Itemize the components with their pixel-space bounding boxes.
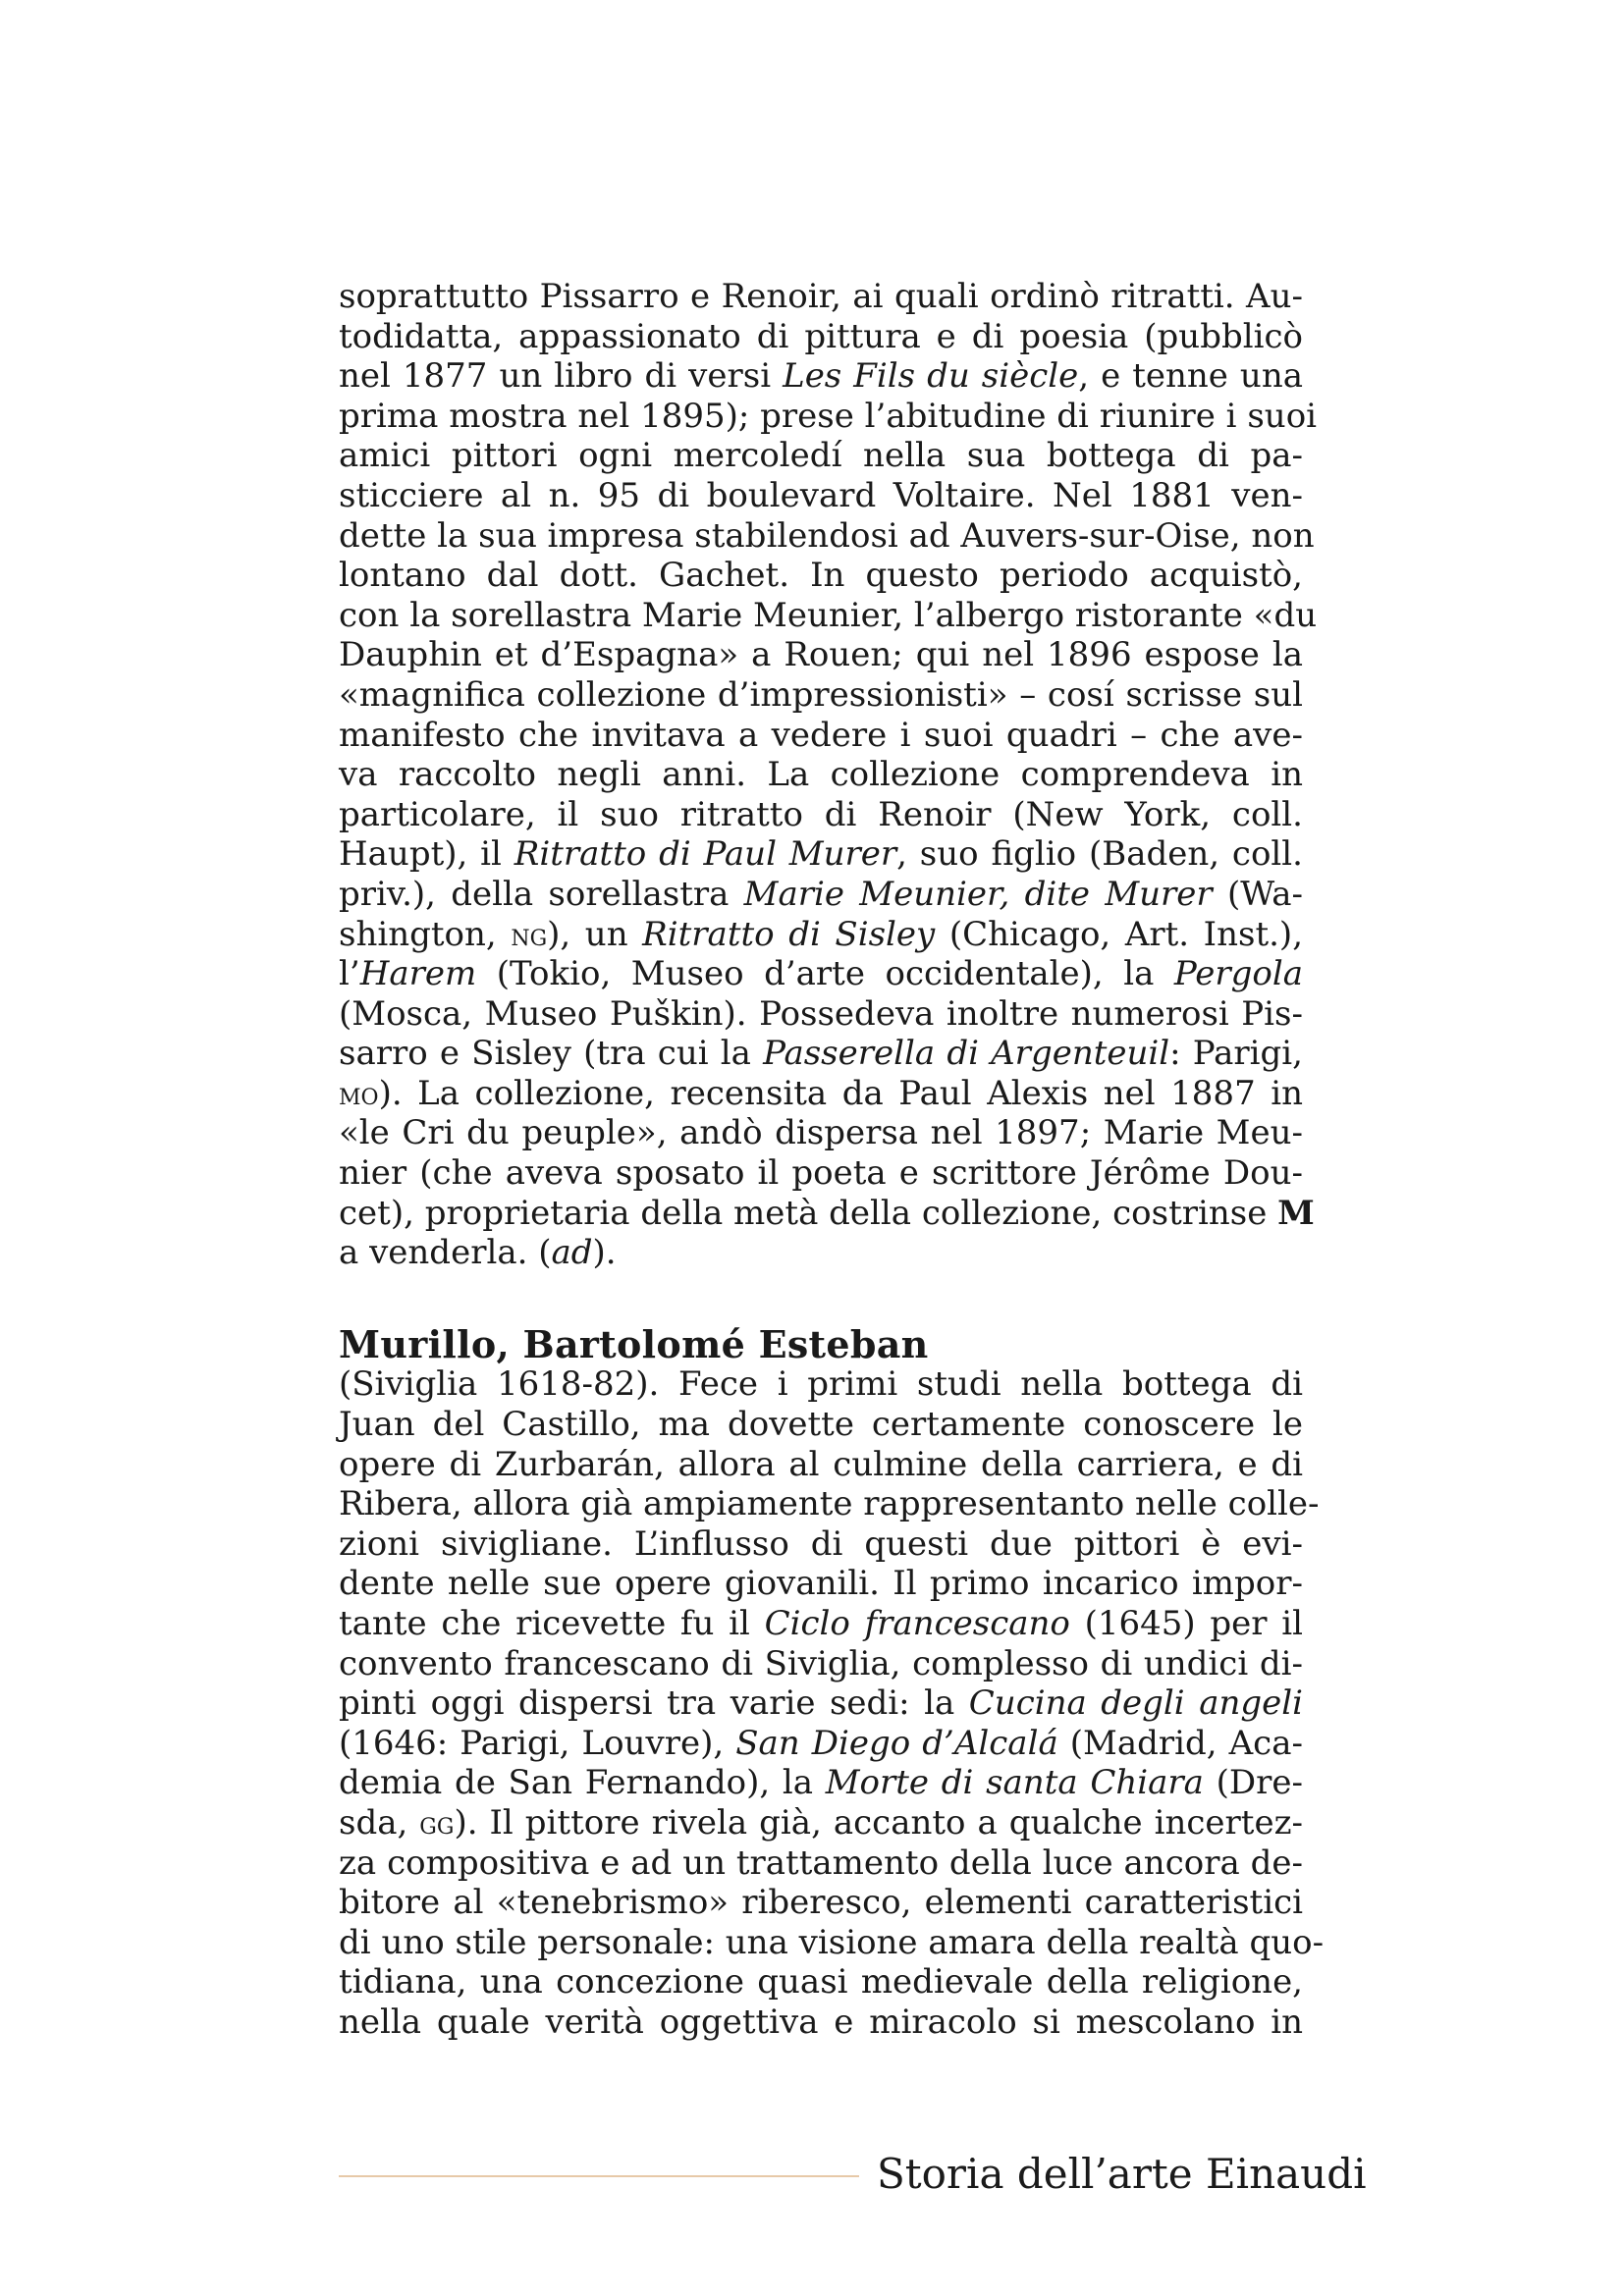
work-title: Pergola xyxy=(1173,954,1303,994)
text-line: particolare, il suo ritratto di Renoir (New York, coll. xyxy=(339,794,1303,834)
main-text xyxy=(339,277,1325,2043)
text-line: a venderla. (ad). xyxy=(339,1233,617,1273)
text-line: zioni sivigliane. L’influsso di questi due pittori è evi- xyxy=(339,1523,1303,1564)
work-title: Marie Meunier, dite Murer xyxy=(743,874,1213,914)
work-title: Passerella di Argenteuil xyxy=(763,1034,1170,1074)
work-title: Ritratto di Sisley xyxy=(642,914,936,954)
text-line: (Siviglia 1618-82). Fece i primi studi nella bottega di xyxy=(339,1364,1303,1405)
footer-rule xyxy=(339,2175,859,2177)
text-line: manifesto che invitava a vedere i suoi quadri – che ave- xyxy=(339,715,1303,755)
work-title: Les Fils du siècle xyxy=(783,356,1079,397)
text-line: convento francescano di Siviglia, complesso di undici di- xyxy=(339,1643,1303,1683)
text-line: prima mostra nel 1895); prese l’abitudine di riunire i suoi xyxy=(339,396,1318,436)
text-line: todidatta, appassionato di pittura e di poesia (pubblicò xyxy=(339,316,1303,356)
entry-initial: M xyxy=(1277,1193,1315,1233)
text-line: opere di Zurbarán, allora al culmine della carriera, e di xyxy=(339,1444,1303,1484)
text-line: lontano dal dott. Gachet. In questo periodo acquistò, xyxy=(339,556,1303,596)
text-line: dente nelle sue opere giovanili. Il primo incarico impor- xyxy=(339,1564,1303,1604)
text-line: (Mosca, Museo Puškin). Possedeva inoltre numerosi Pis- xyxy=(339,993,1303,1034)
work-title: Morte di santa Chiara xyxy=(825,1763,1204,1803)
text-line: amici pittori ogni mercoledí nella sua bottega di pa- xyxy=(339,436,1303,476)
text-line: Ribera, allora già ampiamente rappresentanto nelle colle- xyxy=(339,1484,1320,1524)
text-line: di uno stile personale: una visione amara della realtà quo- xyxy=(339,1922,1325,1962)
text-line: mo). La collezione, recensita da Paul Alexis nel 1887 in xyxy=(339,1073,1303,1113)
text-line: demia de San Fernando), la Morte di santa Chiara (Dre- xyxy=(339,1763,1304,1803)
text-line: sarro e Sisley (tra cui la Passerella di Argenteuil: Parigi, xyxy=(339,1034,1303,1074)
text-line: sda, gg). Il pittore rivela già, accanto a qualche incertez- xyxy=(339,1802,1303,1842)
text-line: nel 1877 un libro di versi Les Fils du siècle, e tenne una xyxy=(339,356,1303,397)
work-title: Harem xyxy=(359,954,477,994)
work-title: San Diego d’Alcalá xyxy=(735,1723,1058,1763)
entry-heading: Murillo, Bartolomé Esteban xyxy=(339,1321,929,1366)
text-line: cet), proprietaria della metà della collezione, costrinse M xyxy=(339,1193,1315,1233)
text-line: «le Cri du peuple», andò dispersa nel 1897; Marie Meu- xyxy=(339,1113,1303,1153)
author-initials: ad xyxy=(551,1233,593,1273)
text-line: nella quale verità oggettiva e miracolo si mescolano in xyxy=(339,2002,1303,2042)
work-title: Cucina degli angeli xyxy=(968,1683,1303,1724)
text-line: «magnifica collezione d’impressionisti» – cosí scrisse sul xyxy=(339,674,1303,715)
text-line: pinti oggi dispersi tra varie sedi: la Cucina degli angeli xyxy=(339,1683,1303,1724)
museum-abbreviation: ng xyxy=(511,917,548,953)
text-line: (1646: Parigi, Louvre), San Diego d’Alcalá (Madrid, Aca- xyxy=(339,1723,1303,1763)
text-line: soprattutto Pissarro e Renoir, ai quali ordinò ritratti. Au- xyxy=(339,277,1303,316)
text-line: bitore al «tenebrismo» riberesco, elementi caratteristici xyxy=(339,1883,1303,1923)
text-line: Juan del Castillo, ma dovette certamente conoscere le xyxy=(339,1405,1303,1445)
work-title: Ciclo francescano xyxy=(764,1604,1070,1643)
text-line: dette la sua impresa stabilendosi ad Auvers-sur-Oise, non xyxy=(339,515,1315,556)
museum-abbreviation: gg xyxy=(419,1805,455,1842)
text-line: Dauphin et d’Espagna» a Rouen; qui nel 1896 espose la xyxy=(339,635,1303,675)
text-line: Haupt), il Ritratto di Paul Murer, suo figlio (Baden, coll. xyxy=(339,834,1303,875)
text-line: l’Harem (Tokio, Museo d’arte occidentale), la Pergola xyxy=(339,954,1303,994)
text-line: va raccolto negli anni. La collezione comprendeva in xyxy=(339,755,1303,795)
work-title: Ritratto di Paul Murer xyxy=(514,834,897,875)
text-line: con la sorellastra Marie Meunier, l’albergo ristorante «du xyxy=(339,595,1318,635)
text-line: za compositiva e ad un trattamento della luce ancora de- xyxy=(339,1842,1303,1883)
text-line: nier (che aveva sposato il poeta e scrittore Jérôme Dou- xyxy=(339,1153,1303,1194)
text-line: shington, ng), un Ritratto di Sisley (Chicago, Art. Inst.), xyxy=(339,914,1303,954)
museum-abbreviation: mo xyxy=(339,1076,379,1112)
text-line: priv.), della sorellastra Marie Meunier, dite Murer (Wa- xyxy=(339,874,1303,914)
footer-title: Storia dell’arte Einaudi xyxy=(877,2150,1367,2198)
text-line: tidiana, una concezione quasi medievale della religione, xyxy=(339,1962,1303,2002)
text-line: tante che ricevette fu il Ciclo francescano (1645) per il xyxy=(339,1604,1303,1643)
text-line: sticciere al n. 95 di boulevard Voltaire. Nel 1881 ven- xyxy=(339,475,1303,515)
